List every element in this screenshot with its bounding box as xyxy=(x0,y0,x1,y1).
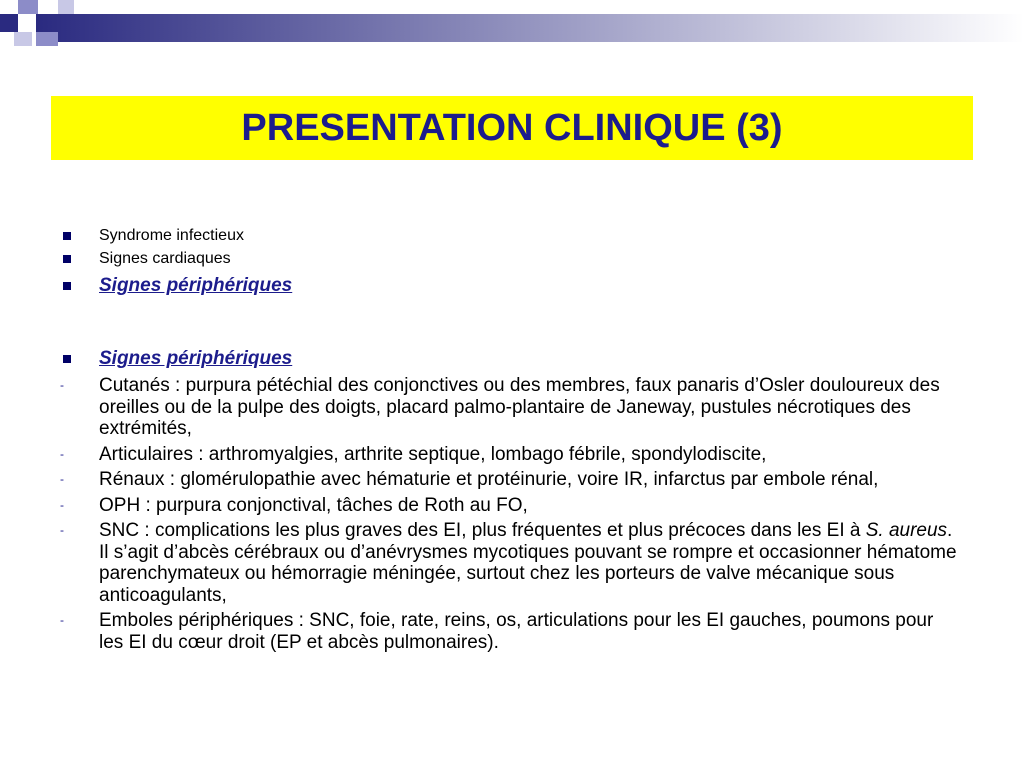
dash-bullet-icon: - xyxy=(60,497,64,512)
list-item-text: Rénaux : glomérulopathie avec hématurie et protéinurie, voire IR, infarctus par embole rénal, xyxy=(99,469,879,490)
list-item xyxy=(62,469,962,491)
square-bullet-icon xyxy=(63,282,71,290)
square-bullet-icon xyxy=(63,355,71,363)
square-bullet-icon xyxy=(63,232,71,240)
bullet-link-text[interactable]: Signes périphériques xyxy=(99,275,293,296)
list-item-text: Articulaires : arthromyalgies, arthrite septique, lombago fébrile, spondylodiscite, xyxy=(99,443,767,465)
dash-bullet-icon: - xyxy=(60,446,64,461)
bullet-item xyxy=(62,274,962,298)
section-heading[interactable]: Signes périphériques xyxy=(99,348,293,369)
title-banner xyxy=(51,96,973,160)
bullet-text: Syndrome infectieux xyxy=(99,227,244,244)
list-item-text-part: . Il s’agit d’abcès cérébraux ou d’anévrysmes mycotiques pouvant se rompre et occasionner hématome parenchymateux ou hémorragie méningée, surtout chez les porteurs de valve mécanique sous anticoagulants, xyxy=(99,520,957,606)
dash-bullet-icon: - xyxy=(60,613,64,627)
dash-bullet-icon: - xyxy=(60,378,64,392)
header-gradient-bar xyxy=(0,0,1024,60)
species-name: S. aureus xyxy=(865,520,948,541)
dash-bullet-icon: - xyxy=(60,472,64,486)
list-item xyxy=(62,495,962,517)
list-item-text-part: SNC : complications les plus graves des EI, plus fréquentes et plus précoces dans les EI à xyxy=(99,520,866,541)
square-bullet-icon xyxy=(63,255,71,263)
spacer xyxy=(62,298,962,347)
list-item xyxy=(62,610,962,653)
dash-bullet-icon: - xyxy=(60,523,64,537)
header-decoration xyxy=(0,0,1024,60)
list-item-text: OPH : purpura conjonctival, tâches de Roth au FO, xyxy=(99,494,528,516)
slide-body xyxy=(62,224,962,653)
list-item-text: Cutanés : purpura pétéchial des conjonctives ou des membres, faux panaris d’Osler douloureux des oreilles ou de la pulpe des doigts, placard palmo-plantaire de Janeway, pustules nécrotiques des extrémités, xyxy=(99,375,940,439)
list-item-text: Emboles périphériques : SNC, foie, rate, reins, os, articulations pour les EI gauches, poumons pour les EI du cœur droit (EP et abcès pulmonaires). xyxy=(99,610,934,653)
bullet-item xyxy=(62,247,962,270)
list-item xyxy=(62,375,962,440)
list-item xyxy=(62,520,962,606)
bullet-text: Signes cardiaques xyxy=(99,250,231,267)
slide-title: PRESENTATION CLINIQUE (3) xyxy=(241,106,783,149)
list-item xyxy=(62,444,962,466)
bullet-item xyxy=(62,224,962,247)
section-heading-item xyxy=(62,347,962,371)
